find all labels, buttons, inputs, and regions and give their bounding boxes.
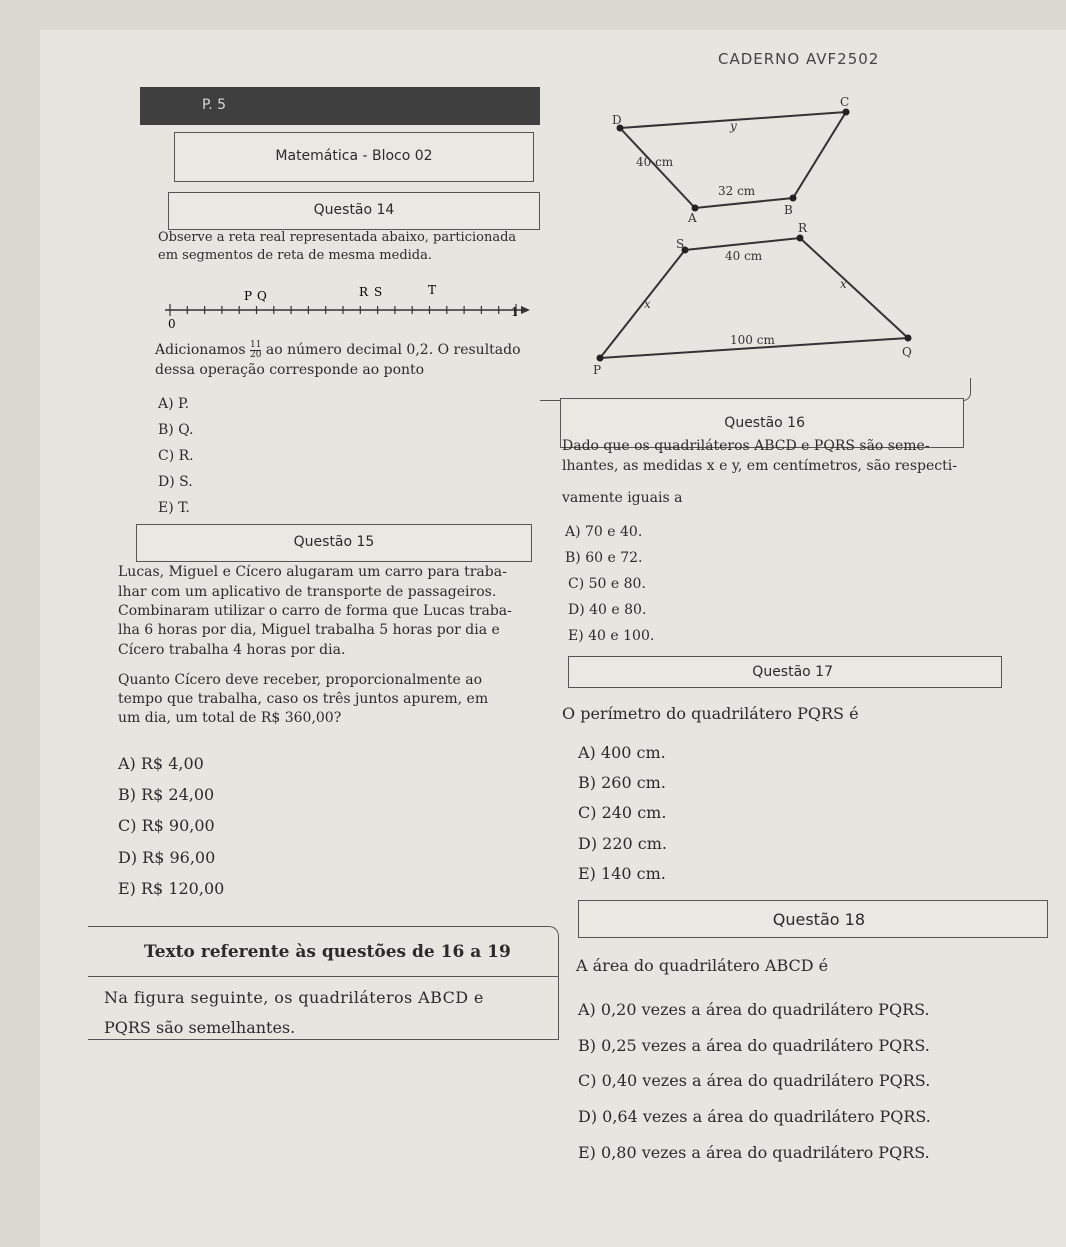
q14-ask-part-b: ao número decimal 0,2. O resultado: [265, 342, 521, 358]
label-a: A: [688, 211, 697, 225]
q14-fraction: [250, 341, 261, 360]
axis-label-s: S: [374, 285, 383, 299]
q17-option-c[interactable]: C) 240 cm.: [578, 803, 667, 822]
point-p: [597, 355, 604, 362]
q14-number-line: [160, 280, 540, 330]
label-x: x: [840, 277, 847, 291]
q15-line1: Lucas, Miguel e Cícero alugaram um carro para traba-: [118, 564, 507, 580]
q17-option-b[interactable]: B) 260 cm.: [578, 773, 666, 792]
q16-option-c[interactable]: C) 50 e 80.: [568, 576, 646, 592]
q16-option-d[interactable]: D) 40 e 80.: [568, 602, 647, 618]
quadrilaterals-figure: [590, 90, 980, 390]
label-d: D: [612, 113, 622, 127]
q15-line8: um dia, um total de R$ 360,00?: [118, 710, 342, 726]
q16-option-e[interactable]: E) 40 e 100.: [568, 628, 655, 644]
label-p: P: [593, 363, 602, 377]
label-r: R: [798, 221, 808, 235]
q17-option-a[interactable]: A) 400 cm.: [578, 743, 666, 762]
q15-line6: Quanto Cícero deve receber, proporcionalmente ao: [118, 672, 483, 688]
q15-option-b[interactable]: B) R$ 24,00: [118, 785, 215, 804]
q14-option-c[interactable]: C) R.: [158, 448, 194, 464]
q16-line1: Dado que os quadriláteros ABCD e PQRS são seme-: [562, 438, 930, 454]
q15-title-box: [136, 524, 532, 562]
reference-text-title: Texto referente às questões de 16 a 19: [144, 942, 511, 962]
q14-statement-line2: em segmentos de reta de mesma medida.: [158, 248, 433, 263]
q14-ask-line2: dessa operação corresponde ao ponto: [155, 362, 425, 378]
q14-title: Questão 14: [313, 202, 395, 218]
q16-option-b[interactable]: B) 60 e 72.: [565, 550, 643, 566]
label-y: y: [730, 119, 737, 133]
q18-option-c[interactable]: C) 0,40 vezes a área do quadrilátero PQRS.: [578, 1071, 931, 1090]
point-q: [905, 335, 912, 342]
label-sr-length: 40 cm: [725, 249, 763, 263]
q16-line3: vamente iguais a: [562, 490, 683, 506]
point-c: [843, 109, 850, 116]
q15-line2: lhar com um aplicativo de transporte de passageiros.: [118, 584, 497, 600]
q18-title-box: [578, 900, 1048, 938]
point-r: [797, 235, 804, 242]
reference-text-line2: PQRS são semelhantes.: [104, 1018, 296, 1037]
label-s: S: [676, 237, 685, 251]
q15-option-a[interactable]: A) R$ 4,00: [118, 754, 204, 773]
q14-option-b[interactable]: B) Q.: [158, 422, 194, 438]
label-ad-length: 40 cm: [636, 155, 674, 169]
q17-option-d[interactable]: D) 220 cm.: [578, 834, 667, 853]
page-header-bar: [140, 87, 540, 125]
q15-line7: tempo que trabalha, caso os três juntos apurem, em: [118, 691, 489, 707]
axis-label-t: T: [428, 283, 437, 297]
axis-label-r: R: [359, 285, 369, 299]
q15-line3: Combinaram utilizar o carro de forma que Lucas traba-: [118, 603, 512, 619]
q17-option-e[interactable]: E) 140 cm.: [578, 864, 666, 883]
caderno-label: CADERNO AVF2502: [718, 50, 880, 68]
q18-option-e[interactable]: E) 0,80 vezes a área do quadrilátero PQRS.: [578, 1143, 930, 1162]
label-pq-length: 100 cm: [730, 333, 775, 347]
q14-option-d[interactable]: D) S.: [158, 474, 193, 490]
axis-label-q: Q: [257, 289, 267, 303]
axis-zero: 0: [168, 317, 176, 330]
q15-option-c[interactable]: C) R$ 90,00: [118, 816, 215, 835]
q14-ask-part-a: Adicionamos: [155, 342, 246, 358]
q14-option-e[interactable]: E) T.: [158, 500, 190, 516]
point-b: [790, 195, 797, 202]
q18-option-b[interactable]: B) 0,25 vezes a área do quadrilátero PQRS.: [578, 1036, 930, 1055]
q15-title: Questão 15: [293, 534, 375, 550]
q17-title-box: [568, 656, 1002, 688]
fraction-denominator: 20: [250, 349, 262, 360]
axis-label-p: P: [244, 289, 253, 303]
q14-option-a[interactable]: A) P.: [158, 396, 190, 412]
q17-statement: O perímetro do quadrilátero PQRS é: [562, 704, 859, 723]
label-q: Q: [902, 345, 912, 359]
q17-title: Questão 17: [752, 664, 833, 680]
q14-statement-line1: Observe a reta real representada abaixo, particionada: [158, 230, 517, 245]
q14-ask-line1: [155, 340, 521, 360]
q14-title-box: [168, 192, 540, 230]
reference-title-underline: [88, 976, 558, 977]
q15-option-e[interactable]: E) R$ 120,00: [118, 879, 225, 898]
label-b: B: [784, 203, 793, 217]
svg-text:x: x: [644, 297, 651, 311]
label-c: C: [840, 95, 850, 109]
q18-option-a[interactable]: A) 0,20 vezes a área do quadrilátero PQRS.: [578, 1000, 930, 1019]
q16-title: Questão 16: [724, 415, 805, 431]
page-label: P. 5: [202, 97, 227, 113]
q16-line2: lhantes, as medidas x e y, em centímetros, são respecti-: [562, 458, 957, 474]
subject-box: [174, 132, 534, 182]
q18-title: Questão 18: [772, 910, 865, 929]
reference-text-line1: Na figura seguinte, os quadriláteros ABCD e: [104, 988, 484, 1007]
fraction-numerator: 11: [250, 339, 262, 350]
q15-option-d[interactable]: D) R$ 96,00: [118, 848, 216, 867]
q18-statement: A área do quadrilátero ABCD é: [576, 956, 829, 975]
axis-one: 1: [511, 305, 519, 319]
label-ab-length: 32 cm: [718, 184, 756, 198]
subject-title: Matemática - Bloco 02: [275, 148, 433, 164]
q15-line5: Cícero trabalha 4 horas por dia.: [118, 642, 346, 658]
q16-option-a[interactable]: A) 70 e 40.: [565, 524, 643, 540]
q18-option-d[interactable]: D) 0,64 vezes a área do quadrilátero PQRS.: [578, 1107, 931, 1126]
q15-line4: lha 6 horas por dia, Miguel trabalha 5 horas por dia e: [118, 622, 500, 638]
